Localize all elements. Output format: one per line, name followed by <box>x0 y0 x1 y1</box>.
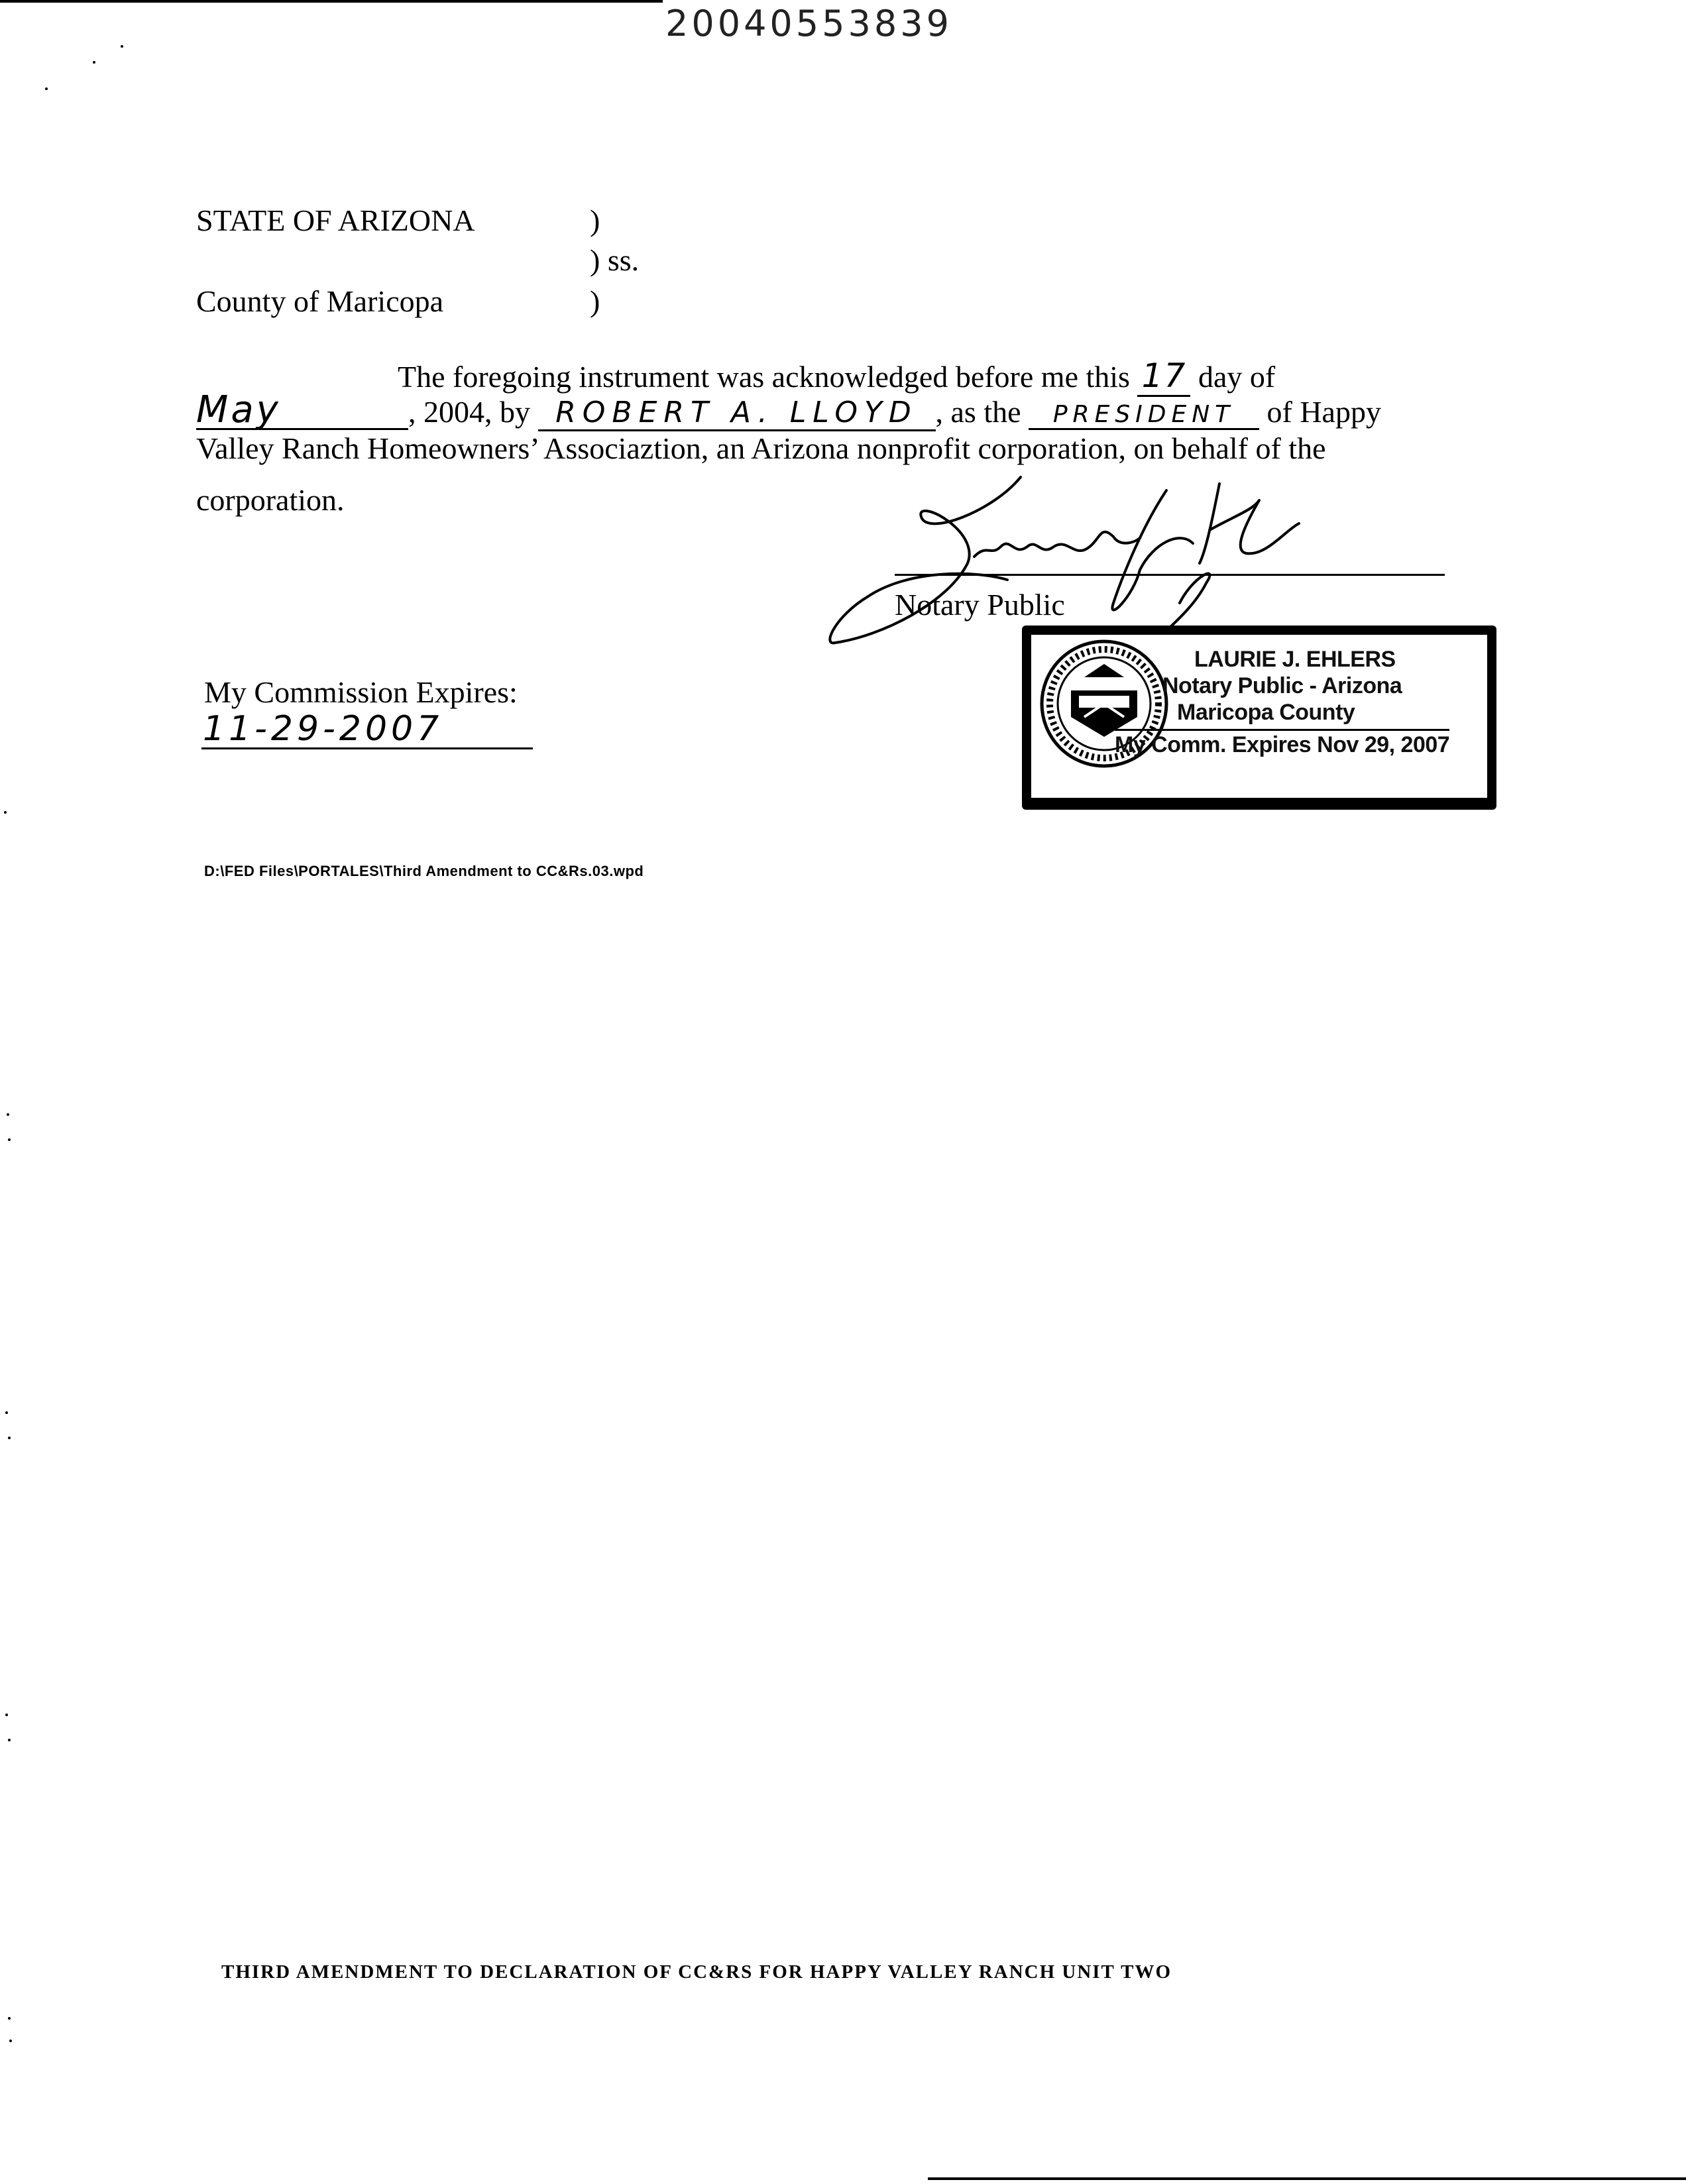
venue-paren: ) <box>590 284 600 318</box>
ack-title-handwritten: PRESIDENT <box>1029 401 1259 430</box>
scan-speck <box>8 1739 11 1741</box>
stamp-expires: My Comm. Expires Nov 29, 2007 <box>1115 729 1449 758</box>
scan-speck <box>7 1113 9 1116</box>
venue-county: County of Maricopa <box>196 284 444 318</box>
scan-speck <box>5 1411 8 1414</box>
ack-line-2 <box>196 388 1381 431</box>
ack-line-3: Valley Ranch Homeowners’ Associaztion, an Arizona nonprofit corporation, on behalf of the <box>196 431 1326 465</box>
scan-speck <box>8 1138 11 1141</box>
commission-label: My Commission Expires: <box>204 675 518 709</box>
ack-year-by: , 2004, by <box>408 395 530 429</box>
scan-speck <box>93 61 95 64</box>
file-path: D:\FED Files\PORTALES\Third Amendment to CC&Rs.03.wpd <box>204 863 644 879</box>
venue-paren-ss: ) ss. <box>590 243 640 277</box>
scan-speck <box>5 1714 8 1716</box>
ack-month-handwritten: May <box>196 392 408 430</box>
venue-paren: ) <box>590 203 600 237</box>
scan-speck <box>9 2040 12 2042</box>
ack-as-the: , as the <box>935 395 1021 429</box>
stamp-county: Maricopa County <box>1177 700 1355 725</box>
ack-day-of: day of <box>1198 360 1276 394</box>
stamp-name: LAURIE J. EHLERS <box>1194 647 1396 672</box>
ack-day-handwritten: 17 <box>1137 356 1190 397</box>
footer-title: THIRD AMENDMENT TO DECLARATION OF CC&RS FOR HAPPY VALLEY RANCH UNIT TWO <box>221 1961 1172 1983</box>
scan-speck <box>8 2017 11 2020</box>
ack-of-happy: of Happy <box>1266 395 1381 429</box>
stamp-title: Notary Public - Arizona <box>1162 673 1402 698</box>
scan-speck <box>121 45 123 48</box>
scan-speck <box>8 1437 11 1439</box>
ack-line-1 <box>398 356 1275 397</box>
top-scan-rule <box>0 0 663 3</box>
bottom-scan-rule <box>928 2177 1686 2180</box>
commission-date-handwritten: 11-29-2007 <box>203 709 443 749</box>
ack-signer-handwritten: ROBERT A. LLOYD <box>538 396 936 431</box>
ack-text: The foregoing instrument was acknowledged before me this <box>398 360 1130 394</box>
recording-number: 20040553839 <box>665 3 952 44</box>
notary-public-label: Notary Public <box>895 588 1065 622</box>
scan-speck <box>4 811 7 814</box>
notary-stamp <box>1022 626 1496 810</box>
scan-speck <box>45 87 48 90</box>
ack-line-4: corporation. <box>196 483 345 517</box>
venue-state: STATE OF ARIZONA <box>196 203 475 237</box>
